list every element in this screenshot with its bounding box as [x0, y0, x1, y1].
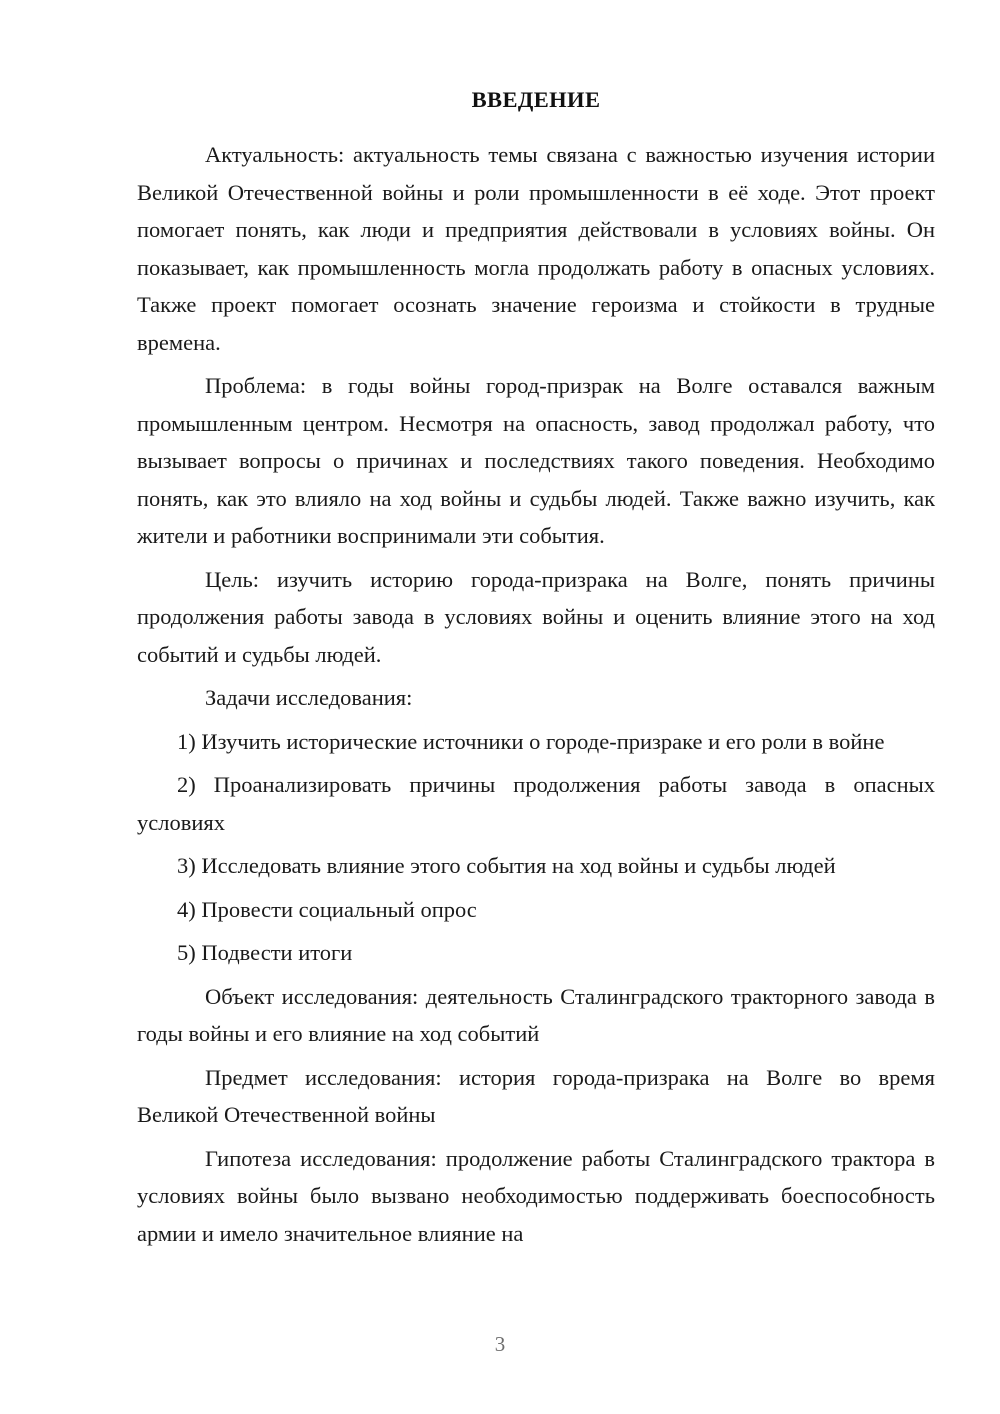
page-number: 3: [494, 1332, 506, 1356]
paragraph-subject: Предмет исследования: история города-призрака на Волге во время Великой Отечественной войны: [137, 1064, 935, 1128]
list-item: 1) Изучить исторические источники о городе-призраке и его роли в войне: [177, 728, 885, 754]
list-item: 3) Исследовать влияние этого события на ход войны и судьбы людей: [177, 853, 836, 879]
paragraph-relevance: Актуальность: актуальность темы связана с важностью изучения истории Великой Отечественной войны и роли промышленности в её ходе. Этот проект помогает понять, как люди и предприятия действовали в условиях войны. Он показывает, как промышленность могла продолжать работу в опасных условиях. Также проект помогает осознать значение героизма и стойкости в трудные времена.: [137, 142, 935, 355]
list-item: 2) Проанализировать причины продолжения работы завода в опасных условиях: [137, 772, 935, 835]
paragraph-object: Объект исследования: деятельность Сталинградского тракторного завода в годы войны и его влияние на ход событий: [137, 983, 935, 1047]
paragraph-problem: Проблема: в годы войны город-призрак на Волге оставался важным промышленным центром. Несмотря на опасность, завод продолжал работу, что вызывает вопросы о причинах и последствиях такого поведения. Необходимо понять, как это влияло на ход войны и судьбы людей. Также важно изучить, как жители и работники воспринимали эти события.: [137, 373, 935, 549]
list-item: 4) Провести социальный опрос: [177, 896, 477, 922]
paragraph-goal: Цель: изучить историю города-призрака на Волге, понять причины продолжения работы завода в условиях войны и оценить влияние этого на ход событий и судьбы людей.: [137, 566, 935, 667]
tasks-intro-label: Задачи исследования:: [205, 685, 413, 711]
page-content: [137, 86, 935, 1258]
page-title: ВВЕДЕНИЕ: [471, 87, 601, 112]
paragraph-hypothesis: Гипотеза исследования: продолжение работы Сталинградского трактора в условиях войны было вызвано необходимостью поддерживать боеспособность армии и имело значительное влияние на: [137, 1145, 935, 1246]
list-item: 5) Подвести итоги: [177, 940, 353, 966]
